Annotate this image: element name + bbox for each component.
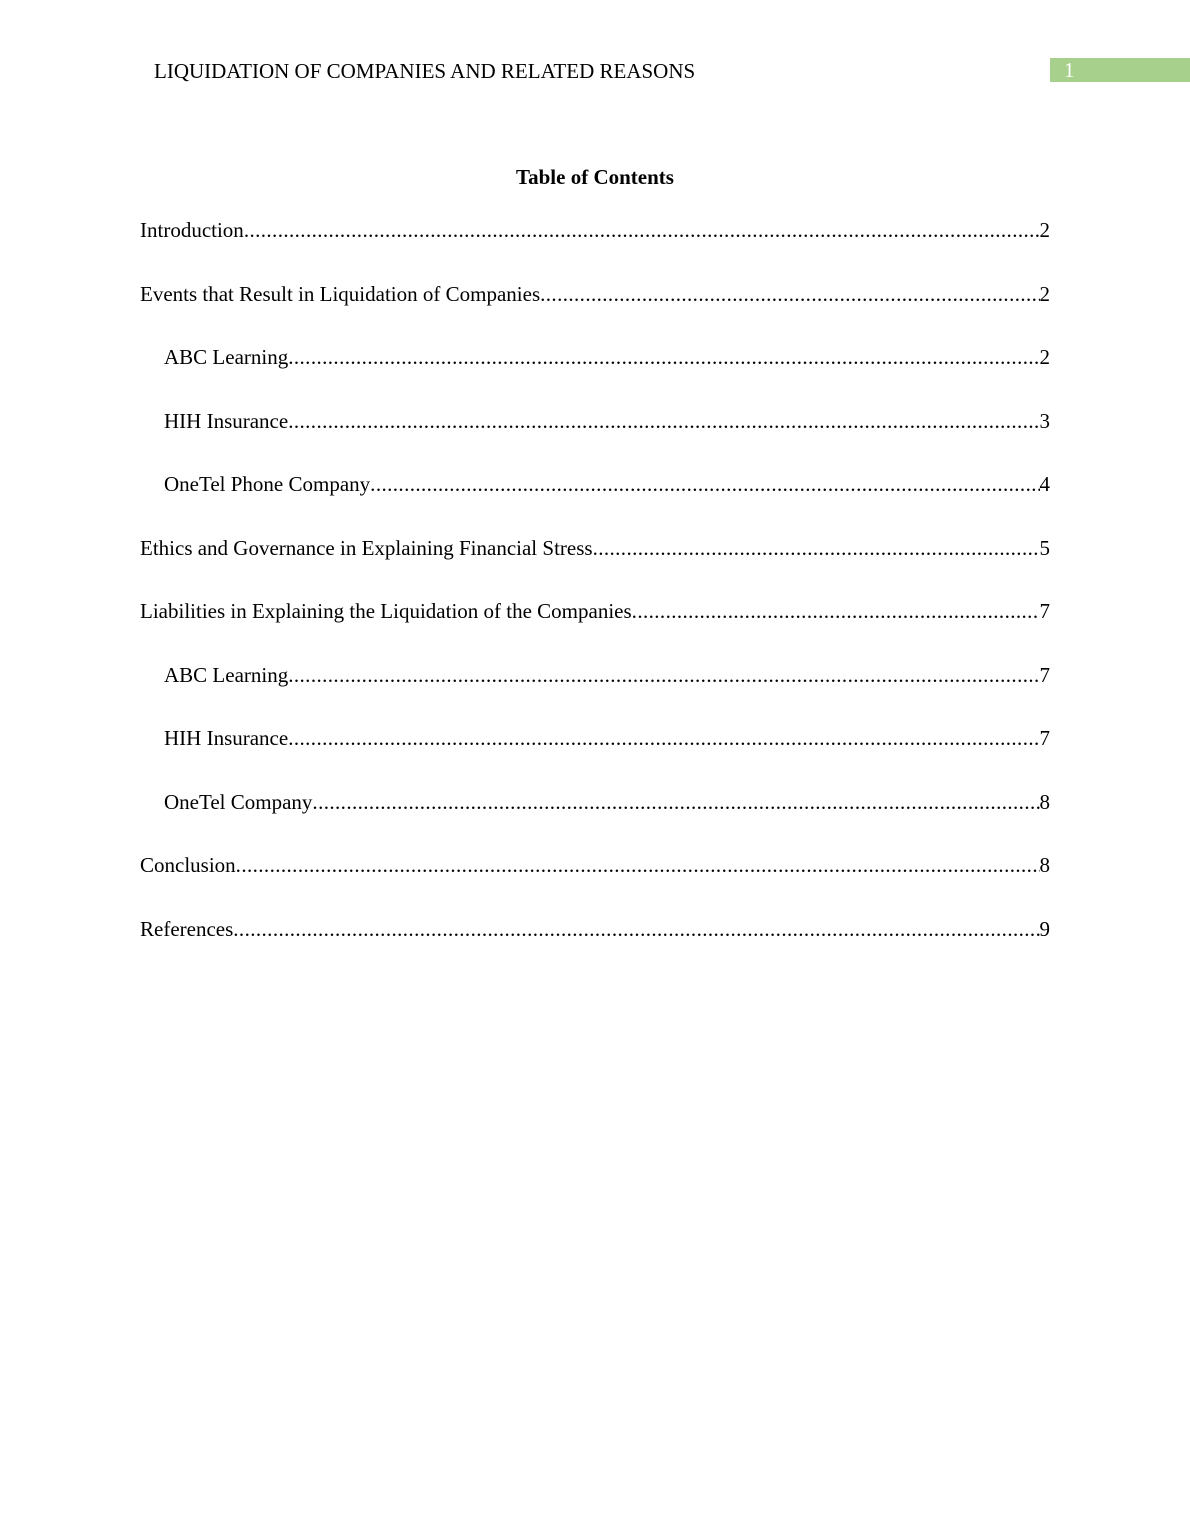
- toc-dot-leader: [632, 597, 1040, 625]
- toc-entry-page: 9: [1039, 916, 1050, 941]
- toc-dot-leader: [236, 851, 1040, 879]
- toc-entry-label: ABC Learning: [164, 345, 289, 369]
- toc-entry-page: 4: [1039, 472, 1050, 496]
- toc-entry-ethics-governance[interactable]: [140, 534, 1050, 598]
- toc-entry-page: 2: [1039, 345, 1050, 369]
- toc-entry-conclusion[interactable]: [140, 851, 1050, 915]
- toc-entry-label: Conclusion: [140, 853, 236, 877]
- running-header-title: LIQUIDATION OF COMPANIES AND RELATED REASONS: [154, 59, 696, 83]
- page-number-badge: [1050, 58, 1190, 82]
- toc-entry-label: Liabilities in Explaining the Liquidation of the Companies: [140, 599, 632, 623]
- toc-dot-leader: [288, 407, 1039, 435]
- toc-entry-page: 3: [1039, 408, 1050, 433]
- toc-dot-leader: [593, 534, 1040, 562]
- toc-entry-references[interactable]: [140, 915, 1050, 979]
- toc-heading: Table of Contents: [516, 165, 674, 189]
- toc-entry-page: 2: [1039, 218, 1050, 242]
- page-number: 1: [1064, 58, 1075, 82]
- toc-entry-page: 8: [1039, 853, 1050, 877]
- toc-entry-onetel-phone-company[interactable]: [140, 470, 1050, 534]
- toc-entry-page: 7: [1039, 726, 1050, 750]
- toc-entry-label: References: [140, 916, 234, 941]
- toc-dot-leader: [312, 788, 1039, 816]
- toc-entry-label: Ethics and Governance in Explaining Financial Stress: [140, 535, 593, 560]
- toc-dot-leader: [288, 724, 1039, 752]
- toc-entry-label: Introduction: [140, 218, 244, 242]
- toc-entry-hih-insurance-liabilities[interactable]: [140, 724, 1050, 788]
- toc-entry-page: 2: [1039, 281, 1050, 306]
- toc-entry-hih-insurance[interactable]: [140, 407, 1050, 471]
- toc-entry-page: 5: [1039, 535, 1050, 560]
- toc-entry-label: HIH Insurance: [164, 726, 289, 750]
- toc-entry-events[interactable]: [140, 280, 1050, 344]
- toc-entry-liabilities[interactable]: [140, 597, 1050, 661]
- toc-dot-leader: [540, 280, 1039, 308]
- toc-dot-leader: [288, 343, 1039, 371]
- toc-entry-label: ABC Learning: [164, 662, 289, 687]
- toc-entry-page: 7: [1039, 662, 1050, 687]
- toc-entry-label: Events that Result in Liquidation of Companies: [140, 281, 541, 306]
- toc-entry-page: 7: [1039, 599, 1050, 623]
- toc-entry-introduction[interactable]: [140, 216, 1050, 280]
- toc-entry-abc-learning[interactable]: [140, 343, 1050, 407]
- toc-dot-leader: [370, 470, 1039, 498]
- toc-entry-label: HIH Insurance: [164, 408, 289, 433]
- toc-entry-abc-learning-liabilities[interactable]: [140, 661, 1050, 725]
- toc-dot-leader: [244, 216, 1040, 244]
- toc-entry-page: 8: [1039, 789, 1050, 814]
- table-of-contents: [140, 216, 1050, 978]
- toc-dot-leader: [288, 661, 1039, 689]
- toc-dot-leader: [233, 915, 1039, 943]
- toc-entry-label: OneTel Company: [164, 789, 313, 814]
- toc-entry-label: OneTel Phone Company: [164, 472, 371, 496]
- toc-entry-onetel-company[interactable]: [140, 788, 1050, 852]
